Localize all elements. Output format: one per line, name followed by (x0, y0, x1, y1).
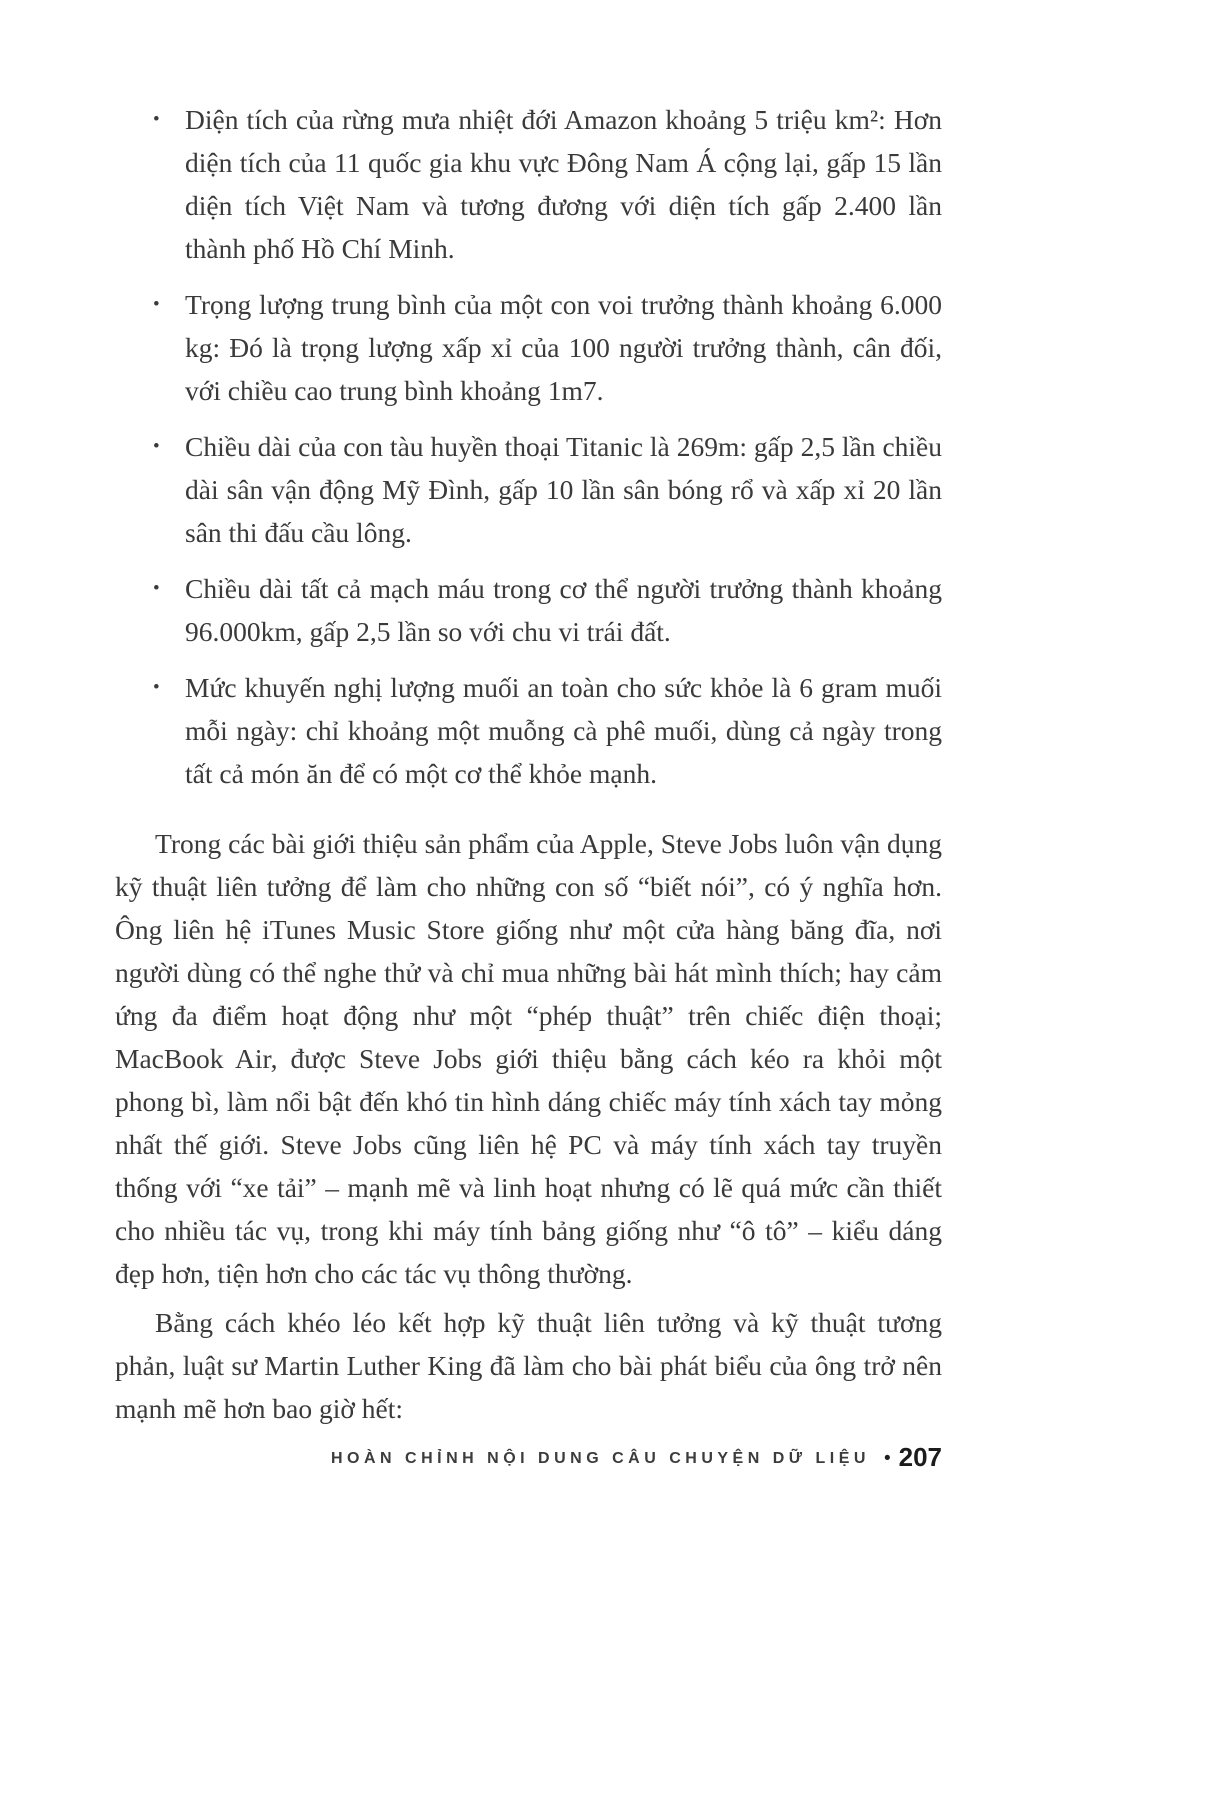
bullet-text: Mức khuyến nghị lượng muối an toàn cho sức khỏe là 6 gram muối mỗi ngày: chỉ khoảng một muỗng cà phê muối, dùng cả ngày trong tất cả món ăn để có một cơ thể khỏe mạnh. (185, 672, 942, 789)
footer-separator-icon: • (883, 1448, 891, 1469)
list-item (115, 666, 942, 795)
bullet-text: Diện tích của rừng mưa nhiệt đới Amazon khoảng 5 triệu km²: Hơn diện tích của 11 quốc gia khu vực Đông Nam Á cộng lại, gấp 15 lần diện tích Việt Nam và tương đương với diện tích gấp 2.400 lần thành phố Hồ Chí Minh. (185, 104, 942, 264)
list-item (115, 283, 942, 412)
list-item (115, 98, 942, 270)
page-number: 207 (898, 1442, 942, 1472)
bullet-list (115, 98, 942, 795)
bullet-text: Trọng lượng trung bình của một con voi trưởng thành khoảng 6.000 kg: Đó là trọng lượng xấp xỉ của 100 người trưởng thành, cân đối, với chiều cao trung bình khoảng 1m7. (185, 289, 942, 406)
bullet-text: Chiều dài tất cả mạch máu trong cơ thể người trưởng thành khoảng 96.000km, gấp 2,5 lần so với chu vi trái đất. (185, 573, 942, 647)
bullet-icon: • (153, 677, 160, 698)
bullet-text: Chiều dài của con tàu huyền thoại Titanic là 269m: gấp 2,5 lần chiều dài sân vận động Mỹ Đình, gấp 10 lần sân bóng rổ và xấp xỉ 20 lần sân thi đấu cầu lông. (185, 431, 942, 548)
paragraph: Trong các bài giới thiệu sản phẩm của Apple, Steve Jobs luôn vận dụng kỹ thuật liên tưởng để làm cho những con số “biết nói”, có ý nghĩa hơn. Ông liên hệ iTunes Music Store giống như một cửa hàng băng đĩa, nơi người dùng có thể nghe thử và chỉ mua những bài hát mình thích; hay cảm ứng đa điểm hoạt động như một “phép thuật” trên chiếc điện thoại; MacBook Air, được Steve Jobs giới thiệu bằng cách kéo ra khỏi một phong bì, làm nổi bật đến khó tin hình dáng chiếc máy tính xách tay mỏng nhất thế giới. Steve Jobs cũng liên hệ PC và máy tính xách tay truyền thống với “xe tải” – mạnh mẽ và linh hoạt nhưng có lẽ quá mức cần thiết cho nhiều tác vụ, trong khi máy tính bảng giống như “ô tô” – kiểu dáng đẹp hơn, tiện hơn cho các tác vụ thông thường. (115, 828, 942, 1289)
page-content (115, 98, 942, 1430)
running-title: HOÀN CHỈNH NỘI DUNG CÂU CHUYỆN DỮ LIỆU (331, 1450, 870, 1467)
bullet-icon: • (153, 294, 160, 315)
bullet-icon: • (153, 436, 160, 457)
bullet-icon: • (153, 109, 160, 130)
paragraph: Bằng cách khéo léo kết hợp kỹ thuật liên tưởng và kỹ thuật tương phản, luật sư Martin Luther King đã làm cho bài phát biểu của ông trở nên mạnh mẽ hơn bao giờ hết: (115, 1307, 942, 1424)
list-item (115, 567, 942, 653)
page-footer (115, 1442, 942, 1473)
list-item (115, 425, 942, 554)
bullet-icon: • (153, 578, 160, 599)
